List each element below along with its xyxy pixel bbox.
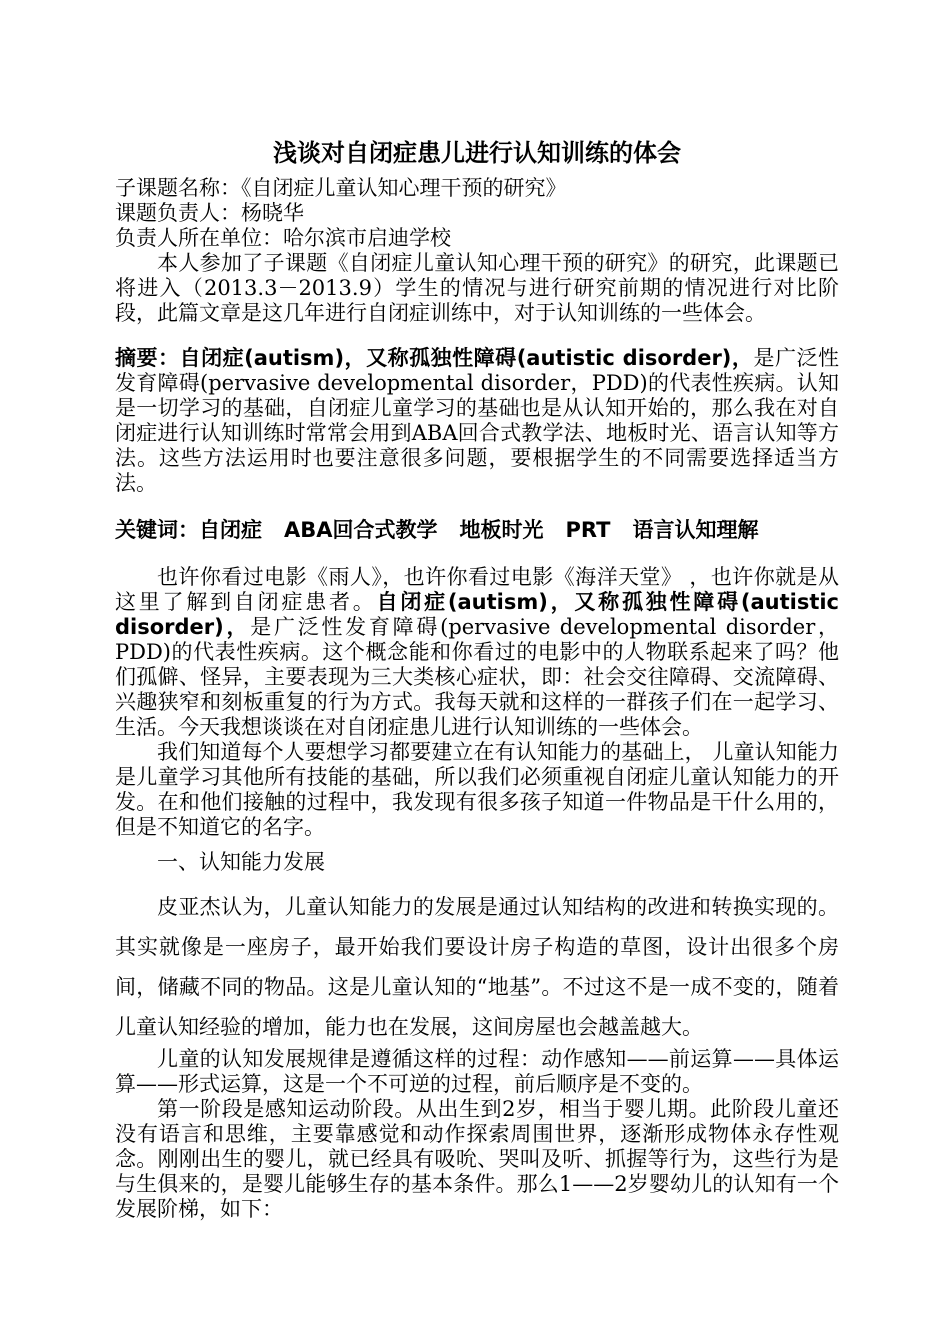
body-paragraph-1 [115,565,839,740]
subtopic-line: 子课题名称：《自闭症儿童认知心理干预的研究》 [115,176,567,200]
keywords-line [115,518,839,543]
document-title: 浅谈对自闭症患儿进行认知训练的体会 [273,139,681,167]
body-paragraph-3: 皮亚杰认为，儿童认知能力的发展是通过认知结构的改进和转换实现的。其实就像是一座房子，最开始我们要设计房子构造的草图，设计出很多个房间，储藏不同的物品。这是儿童认知的“地基”。不过这不是一成不变的，随着儿童认知经验的增加，能力也在发展，这间房屋也会越盖越大。 [115,895,839,1039]
intro-paragraph: 本人参加了子课题《自闭症儿童认知心理干预的研究》的研究，此课题已将进入（2013.3－2013.9）学生的情况与进行研究前期的情况进行对比阶段，此篇文章是这几年进行自闭症训练中，对于认知训练的一些体会。 [115,251,839,325]
spacer [115,543,839,565]
abstract-paragraph [115,346,839,496]
leader-line: 课题负责人：杨晓华 [115,201,304,225]
body-paragraph-2: 我们知道每个人要想学习都要建立在有认知能力的基础上， 儿童认知能力是儿童学习其他所有技能的基础，所以我们必须重视自闭症儿童认知能力的开发。在和他们接触的过程中，我发现有很多孩子知道一件物品是干什么用的，但是不知道它的名字。 [115,740,839,839]
body-paragraph-4: 儿童的认知发展规律是遵循这样的过程：动作感知——前运算——具体运算——形式运算，这是一个不可逆的过程，前后顺序是不变的。 [115,1047,839,1096]
spacer [115,496,839,518]
abstract-body: 是广泛性发育障碍(pervasive developmental disorder，PDD)的代表性疾病。认知是一切学习的基础，自闭症儿童学习的基础也是从认知开始的，那么我在对自闭症进行认知训练时常常会用到ABA回合式教学法、地板时光、语言认知等方法。这些方法运用时也要注意很多问题，要根据学生的不同需要选择适当方法。 [115,346,839,495]
keywords-label: 关键词： [115,518,199,542]
body-paragraph-5: 第一阶段是感知运动阶段。从出生到2岁，相当于婴儿期。此阶段儿童还没有语言和思维，主要靠感觉和动作探索周围世界，逐渐形成物体永存性观念。刚刚出生的婴儿，就已经具有吸吮、哭叫及听、抓握等行为，这些行为是与生俱来的，是婴儿能够生存的基本条件。那么1——2岁婴幼儿的认知有一个发展阶梯，如下： [115,1097,839,1221]
section-heading-1: 一、认知能力发展 [157,850,325,874]
body-paragraph-1-part-b: 是广泛性发育障碍(pervasive developmental disorder，PDD)的代表性疾病。这个概念能和你看过的电影中的人物联系起来了吗？他们孤僻、怪异，主要表现为三大类核心症状，即：社会交往障碍、交流障碍、兴趣狭窄和刻板重复的行为方式。我每天就和这样的一群孩子们在一起学习、生活。今天我想谈谈在对自闭症患儿进行认知训练的一些体会。 [115,615,839,739]
keyword-item: 自闭症 [199,518,262,542]
abstract-lead: 摘要：自闭症(autism)，又称孤独性障碍(autistic disorder)， [115,346,754,370]
body-paragraph-1-bold: 自闭症(autism)，又称孤独性障碍(autistic disorder)， [115,590,840,639]
keyword-item: PRT [565,518,611,542]
spacer [115,326,839,346]
keyword-item: 地板时光 [459,518,544,542]
document-page [115,128,839,1222]
keyword-item: ABA回合式教学 [284,518,438,542]
unit-line: 负责人所在单位：哈尔滨市启迪学校 [115,226,451,250]
body-paragraph-1-part-a: 也许你看过电影《雨人》，也许你看过电影《海洋天堂》 ，也许你就是从这里了解到自闭症患者。 [115,565,839,614]
keyword-item: 语言认知理解 [632,518,759,542]
